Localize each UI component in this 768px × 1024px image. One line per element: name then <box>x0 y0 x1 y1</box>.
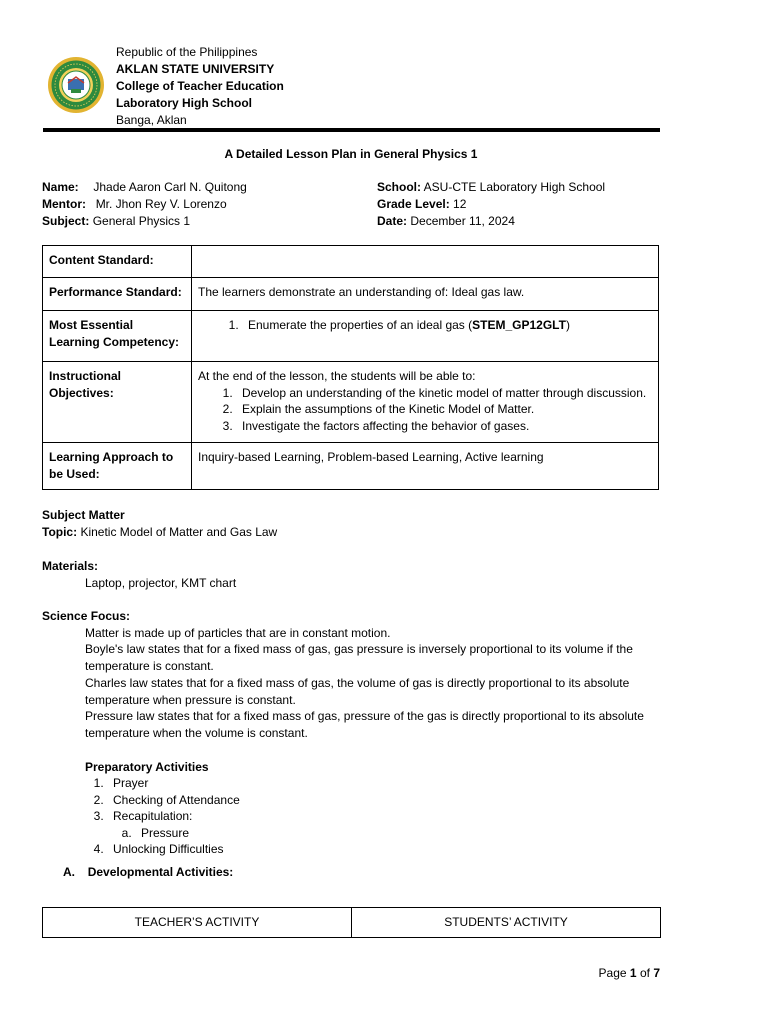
materials-value: Laptop, projector, KMT chart <box>85 576 237 590</box>
list-item: 1. Develop an understanding of the kinetic model of matter through discussion. <box>236 385 652 402</box>
preparatory-heading: Preparatory Activities <box>85 760 209 774</box>
table-row <box>43 362 659 443</box>
melc-list <box>198 317 652 334</box>
melc-label: Most Essential Learning Competency: <box>43 311 192 362</box>
header-location: Banga, Aklan <box>116 113 187 127</box>
objectives-label: Instructional Objectives: <box>43 362 192 443</box>
document-title: A Detailed Lesson Plan in General Physics 1 <box>224 147 478 161</box>
table-row <box>43 311 659 362</box>
science-focus-paragraph: Matter is made up of particles that are in constant motion. <box>85 626 391 640</box>
melc-text: Enumerate the properties of an ideal gas ( <box>248 318 473 332</box>
melc-code: STEM_GP12GLT <box>472 318 566 332</box>
list-item: 2. Checking of Attendance <box>107 792 385 809</box>
approach-label: Learning Approach to be Used: <box>43 443 192 490</box>
science-focus-paragraph: Boyle's law states that for a fixed mass of gas, gas pressure is inversely proportional to its volume if the temperature is constant. <box>85 642 633 673</box>
list-item: a. Pressure <box>135 825 385 842</box>
content-standard-label: Content Standard: <box>43 246 192 278</box>
list-item: 1. Prayer <box>107 775 385 792</box>
header-republic: Republic of the Philippines <box>116 45 258 59</box>
grade-field <box>377 196 466 213</box>
name-label: Name: <box>42 180 79 194</box>
page-number <box>599 965 660 982</box>
page-of-word: of <box>639 966 650 980</box>
science-focus-heading: Science Focus: <box>42 609 131 623</box>
table-row <box>43 908 661 938</box>
activity-table <box>42 907 661 938</box>
mentor-value: Mr. Jhon Rey V. Lorenzo <box>95 197 227 211</box>
list-item: 2. Explain the assumptions of the Kinetic Model of Matter. <box>236 401 652 418</box>
date-label: Date: <box>377 214 408 228</box>
subject-value: General Physics 1 <box>92 214 191 228</box>
melc-cell <box>192 311 659 362</box>
developmental-heading: Developmental Activities: <box>87 865 234 879</box>
school-label: School: <box>377 180 421 194</box>
mentor-label: Mentor: <box>42 197 86 211</box>
header-school: Laboratory High School <box>116 96 253 110</box>
topic-label: Topic: <box>42 525 78 539</box>
table-row <box>43 278 659 311</box>
university-seal-logo <box>47 56 105 114</box>
list-item: 4. Unlocking Difficulties <box>107 841 385 858</box>
recap-label: Recapitulation: <box>113 809 193 823</box>
subject-matter-heading: Subject Matter <box>42 508 125 522</box>
preparatory-list-wrap <box>85 775 385 858</box>
table-row <box>43 443 659 490</box>
table-row <box>43 246 659 278</box>
objectives-cell <box>192 362 659 443</box>
name-value: Jhade Aaron Carl N. Quitong <box>93 180 247 194</box>
objectives-intro: At the end of the lesson, the students will be able to: <box>198 369 476 383</box>
materials-heading: Materials: <box>42 559 99 573</box>
recap-sublist <box>113 825 385 842</box>
header-university: AKLAN STATE UNIVERSITY <box>116 62 275 76</box>
page-current: 1 <box>629 966 637 980</box>
students-activity-header: STUDENTS’ ACTIVITY <box>352 908 661 938</box>
preparatory-list <box>85 775 385 858</box>
content-standard-value <box>192 246 659 278</box>
list-item <box>242 317 652 334</box>
school-value: ASU-CTE Laboratory High School <box>423 180 606 194</box>
list-item <box>107 808 385 841</box>
date-value: December 11, 2024 <box>410 214 515 228</box>
science-focus-paragraph: Pressure law states that for a fixed mass of gas, pressure of the gas is directly proportional to its absolute temperature when the volume is constant. <box>85 709 644 740</box>
date-field <box>377 213 515 230</box>
lesson-plan-table <box>42 245 659 490</box>
teacher-activity-header: TEACHER’S ACTIVITY <box>43 908 352 938</box>
science-focus-paragraph: Charles law states that for a fixed mass of gas, the volume of gas is directly proportional to its absolute temperature when pressure is constant. <box>85 676 630 707</box>
objectives-list <box>198 385 652 435</box>
page-word: Page <box>598 966 627 980</box>
topic-value: Kinetic Model of Matter and Gas Law <box>80 525 278 539</box>
list-item: 3. Investigate the factors affecting the behavior of gases. <box>236 418 652 435</box>
page-total: 7 <box>653 966 660 980</box>
performance-standard-value: The learners demonstrate an understanding of: Ideal gas law. <box>192 278 659 311</box>
performance-standard-label: Performance Standard: <box>43 278 192 311</box>
developmental-heading-line <box>63 864 233 881</box>
header-college: College of Teacher Education <box>116 79 284 93</box>
header-divider <box>43 128 660 132</box>
mentor-field <box>42 196 227 213</box>
approach-value: Inquiry-based Learning, Problem-based Learning, Active learning <box>192 443 659 490</box>
subject-label: Subject: <box>42 214 90 228</box>
grade-value: 12 <box>453 197 467 211</box>
topic-line <box>42 524 277 541</box>
melc-close: ) <box>565 318 570 332</box>
school-field <box>377 179 605 196</box>
developmental-marker: A. <box>63 865 75 879</box>
subject-field <box>42 213 190 230</box>
name-field <box>42 179 247 196</box>
grade-label: Grade Level: <box>377 197 450 211</box>
